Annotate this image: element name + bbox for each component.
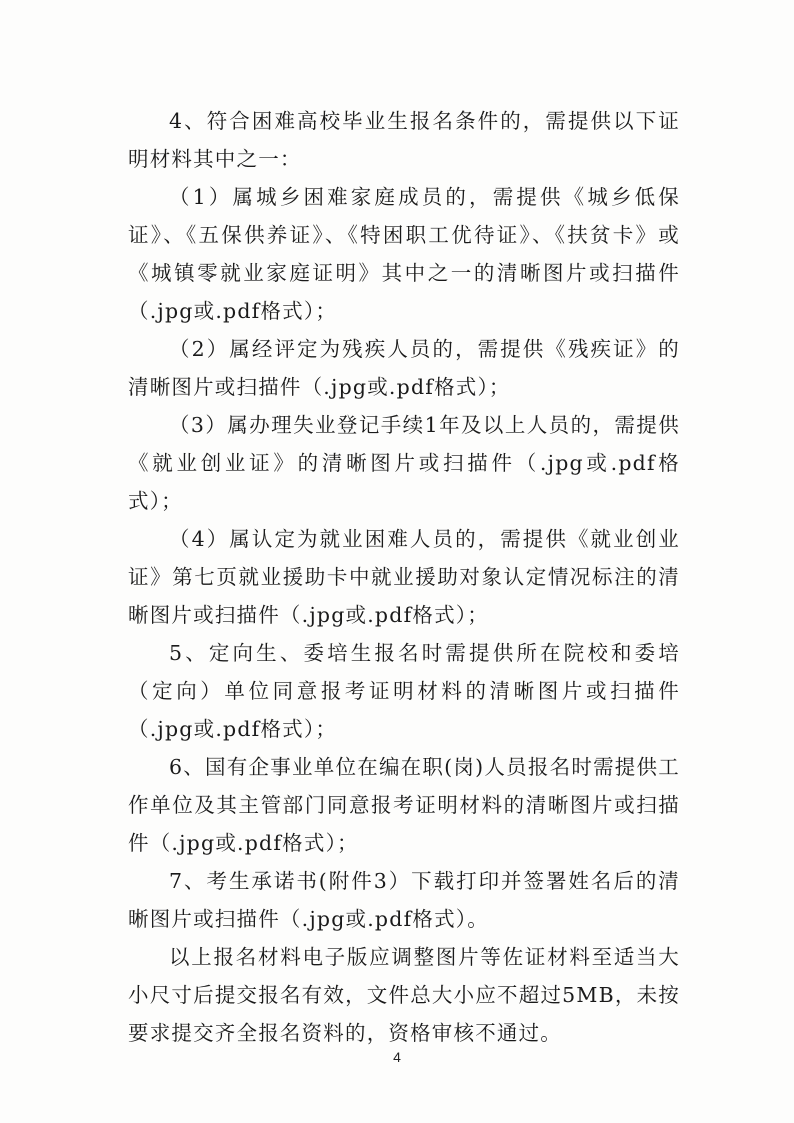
paragraph-item-4: 4、符合困难高校毕业生报名条件的，需提供以下证明材料其中之一： (128, 109, 680, 171)
page-number: 4 (393, 1049, 401, 1065)
paragraph-item-4-4: （4）属认定为就业困难人员的，需提供《就业创业证》第七页就业援助卡中就业援助对象认定情况标注的清晰图片或扫描件（.jpg或.pdf格式）； (128, 527, 680, 627)
paragraph-summary: 以上报名材料电子版应调整图片等佐证材料至适当大小尺寸后提交报名有效，文件总大小应不超过5MB，未按要求提交齐全报名资料的，资格审核不通过。 (128, 945, 680, 1045)
document-body (128, 102, 680, 1052)
paragraph-item-4-3: （3）属办理失业登记手续1年及以上人员的，需提供《就业创业证》的清晰图片或扫描件（.jpg或.pdf格式）； (128, 413, 680, 513)
paragraph-item-6: 6、国有企事业单位在编在职(岗)人员报名时需提供工作单位及其主管部门同意报考证明材料的清晰图片或扫描件（.jpg或.pdf格式）； (128, 755, 680, 855)
paragraph-item-4-2: （2）属经评定为残疾人员的，需提供《残疾证》的清晰图片或扫描件（.jpg或.pdf格式）； (128, 337, 680, 399)
paragraph-item-5: 5、定向生、委培生报名时需提供所在院校和委培（定向）单位同意报考证明材料的清晰图片或扫描件（.jpg或.pdf格式）； (128, 641, 680, 741)
paragraph-item-7: 7、考生承诺书(附件3）下载打印并签署姓名后的清晰图片或扫描件（.jpg或.pdf格式）。 (128, 869, 680, 931)
paragraph-item-4-1: （1）属城乡困难家庭成员的，需提供《城乡低保证》、《五保供养证》、《特困职工优待证》、《扶贫卡》或《城镇零就业家庭证明》其中之一的清晰图片或扫描件（.jpg或.pdf格式）； (128, 185, 680, 323)
